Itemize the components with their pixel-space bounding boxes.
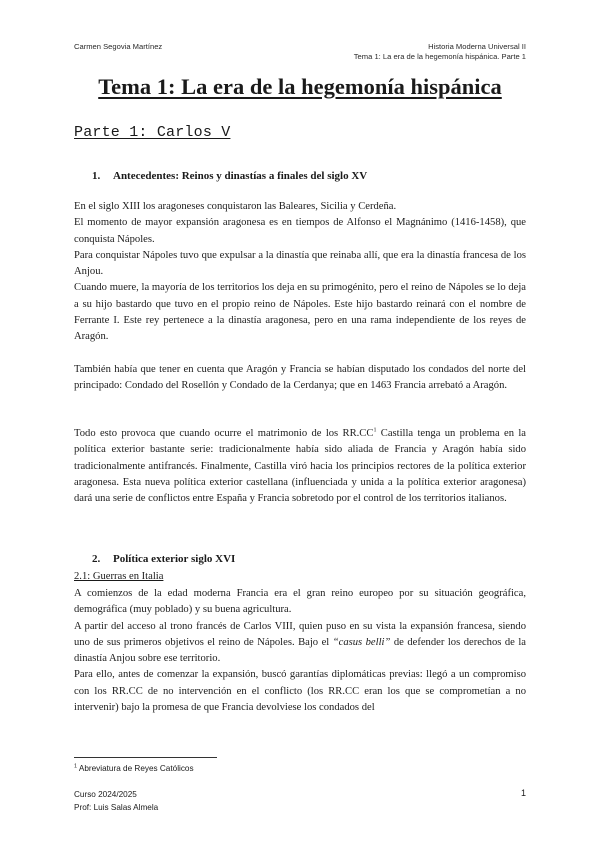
paragraph-text: Castilla tenga un problema en la política exterior bastante serie: tradicionalmente había sido aliada de Francia y Aragón había sido tradicionalmente antifrancés. Finalmente, Castilla viró hacia los principios rectores de la política exterior aragonesa. Esta nueva política exterior castellana (influenciada y unida a la política exterior aragonesa) dará una serie de conflictos entre España y Francia sobretodo por el control de los territorios italianos. [74,428,526,505]
document-title: Tema 1: La era de la hegemonía hispánica [98,74,502,99]
footnote [74,764,194,774]
section-1-heading-text: Antecedentes: Reinos y dinastías a finales del siglo XV [113,170,368,182]
section-1-number: 1. [92,170,101,182]
footnote-separator [74,757,217,758]
paragraph: Para ello, antes de comenzar la expansión, buscó garantías diplomáticas previas: llegó a un compromiso con los RR.CC de no intervención en el conflicto (los RR.CC eran los que se comprometían a no intervenir) bajo la promesa de que Francia devolviese los condados del [74,669,526,714]
paragraph-text: Todo esto provoca que cuando ocurre el matrimonio de los RR.CC [74,428,374,439]
footnote-mark: 1 [74,763,78,770]
paragraph: También había que tener en cuenta que Aragón y Francia se habían disputado los condados del norte del principado: Condado del Rosellón y Condado de la Cerdanya; que en 1463 Francia arrebató a Aragón. [74,364,526,392]
subsection-2-1-heading: 2.1: Guerras en Italia [74,571,164,582]
part-title: Parte 1: Carlos V [74,124,231,141]
paragraph: Cuando muere, la mayoría de los territorios los deja en su primogénito, pero el reino de Nápoles se lo deja a su hijo bastardo que tuvo en el propio reino de Nápoles. Este hijo bastardo reinará con el nombre de Ferrante I. Este rey pertenece a la dinastía aragonesa, pero en una rama independiente de los reyes de Aragón. [74,282,526,343]
paragraph: El momento de mayor expansión aragonesa es en tiempos de Alfonso el Magnánimo (1416-1458), que conquista Nápoles. [74,217,526,245]
paragraph-text: A partir del acceso al trono francés de Carlos VIII, quien puso en su vista la expansión francesa, siendo uno de sus primeros objetivos el reino de Nápoles. Bajo el [74,620,526,648]
footer-professor: Prof: Luis Salas Almela [74,803,159,812]
section-2-number: 2. [92,553,101,565]
header-right [354,42,526,62]
header-topic: Tema 1: La era de la hegemonía hispánica. Parte 1 [353,52,526,61]
section-1-block-2 [74,362,526,395]
section-1-block-1 [74,199,526,346]
section-1-heading [92,169,367,183]
paragraph [74,426,526,507]
footer-course: Curso 2024/2025 [74,790,137,799]
footnote-reference: 1 [373,427,377,434]
section-1-block-3 [74,426,526,507]
page-number: 1 [520,788,526,798]
paragraph [74,619,526,668]
paragraph-text: de defender los derechos de la dinastía Anjou sobre ese territorio. [74,636,526,665]
header-course-title: Historia Moderna Universal II [428,42,526,51]
paragraph: En el siglo XIII los aragoneses conquistaron las Baleares, Sicilia y Cerdeña. [74,201,397,212]
section-2-body [74,586,526,716]
section-2-heading-text: Política exterior siglo XVI [113,553,236,565]
footnote-text: Abreviatura de Reyes Católicos [78,764,194,773]
section-2-heading [92,552,235,566]
paragraph: Para conquistar Nápoles tuvo que expulsar a la dinastía que reinaba allí, que era la dinastía francesa de los Anjou. [74,249,526,278]
paragraph: A comienzos de la edad moderna Francia era el gran reino europeo por su situación geográfica, demográfica (muy poblado) y su buena agricultura. [74,588,526,616]
casus-belli-italic: “casus belli” [332,636,391,648]
footer [74,788,158,814]
header-author: Carmen Segovia Martínez [74,42,163,51]
